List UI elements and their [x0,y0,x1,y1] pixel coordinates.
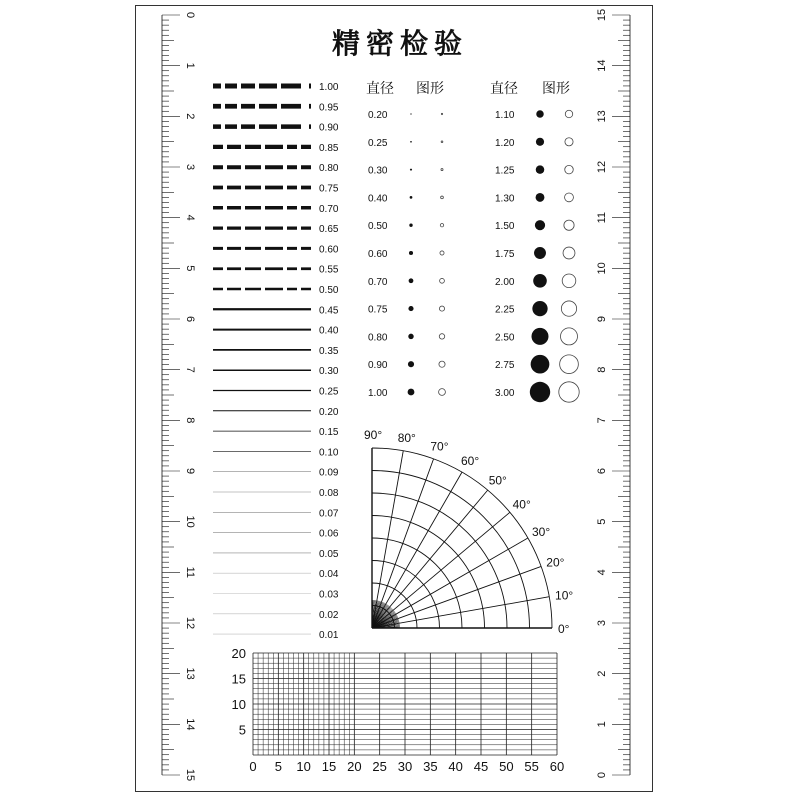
ruler-number: 11 [184,566,196,579]
line-width-label: 0.85 [319,142,339,154]
ruler-number: 6 [184,315,196,323]
grid-x-tick: 25 [372,759,387,774]
ruler-number: 15 [184,768,196,782]
line-width-label: 0.09 [319,467,339,479]
grid-y-tick: 10 [231,697,246,712]
ruler-number: 0 [596,771,608,779]
grid-x-tick: 10 [296,759,311,774]
dot-filled [531,355,550,374]
grid-x-tick: 40 [448,759,463,774]
dot-diameter-label: 0.70 [368,276,388,288]
dot-filled [410,141,412,143]
line-width-label: 0.25 [319,386,339,398]
ruler-number: 12 [596,160,608,174]
dot-diameter-label: 1.50 [495,221,515,233]
ruler-number: 11 [596,211,608,224]
line-width-label: 0.90 [319,122,339,134]
dot-filled [410,113,411,114]
ruler-number: 10 [184,515,196,528]
line-width-label: 0.08 [319,488,339,499]
ruler-number: 5 [596,518,608,525]
grid-y-tick: 5 [238,722,246,738]
protractor-label: 20° [546,555,565,570]
ruler [612,15,630,775]
ruler-number: 13 [596,110,608,123]
line-width-label: 0.40 [319,325,339,337]
ruler-number: 7 [184,366,196,373]
line-width-label: 0.35 [319,345,339,357]
dot-filled [536,138,544,146]
dot-diameter-label: 2.75 [495,360,515,372]
dot-diameter-label: 2.50 [495,332,515,344]
protractor-label: 10° [555,588,574,603]
dot-header-diameter-right: 直径 [490,81,518,97]
line-width-label: 0.10 [319,447,339,459]
line-width-label: 0.45 [319,305,339,317]
dot-outline [565,193,574,202]
dot-outline [439,361,445,367]
dot-filled [408,389,415,396]
grid-x-tick: 60 [549,759,565,774]
dot-header-diameter-left: 直径 [366,81,394,97]
line-width-label: 0.50 [319,285,339,296]
grid-y-tick: 20 [231,646,246,661]
dot-filled [532,328,549,345]
protractor-label: 40° [512,497,531,512]
dot-filled [408,306,413,311]
measurement-grid [253,653,557,755]
dot-filled [409,278,414,283]
grid-x-tick: 5 [274,759,282,774]
dot-filled [534,247,546,259]
dot-filled [536,110,543,117]
dot-outline [562,274,576,288]
dot-outline [440,278,445,283]
line-width-label: 0.95 [319,102,339,114]
ruler-number: 14 [184,718,196,731]
ruler-number: 8 [596,366,608,373]
dot-filled [536,193,545,202]
dot-diameter-label: 0.75 [368,304,388,316]
dot-diameter-label: 1.25 [495,165,515,177]
dot-filled [408,334,413,339]
ruler-number: 14 [596,59,608,72]
protractor-label: 70° [430,439,449,454]
dot-diameter-label: 3.00 [495,388,515,399]
grid-y-tick: 15 [231,671,246,687]
dot-diameter-label: 0.30 [368,165,388,177]
ruler-number: 3 [596,619,608,627]
line-width-label: 1.00 [319,82,339,93]
ruler-number: 4 [596,569,608,576]
protractor-label: 30° [532,525,551,539]
dot-filled [409,251,413,255]
ruler-number: 1 [184,62,196,69]
dot-outline [440,251,444,255]
ruler-number: 2 [596,670,608,677]
dot-diameter-label: 0.90 [368,360,388,372]
line-width-label: 0.55 [319,264,339,276]
dot-filled [410,169,412,171]
line-width-label: 0.20 [319,406,339,418]
dot-outline [441,169,443,171]
dot-header-shape-left: 图形 [416,81,444,97]
ruler-number: 6 [596,467,608,475]
line-width-label: 0.70 [319,203,339,215]
dot-outline [561,301,576,316]
line-width-label: 0.07 [319,508,339,520]
dot-outline [565,138,573,146]
line-width-label: 0.80 [319,163,339,175]
dot-outline [441,141,443,143]
dot-filled [409,224,412,227]
dot-outline [441,196,444,199]
line-width-label: 0.05 [319,548,339,560]
dot-outline [441,113,442,114]
line-width-label: 0.03 [319,589,339,601]
line-width-label: 0.15 [319,427,339,439]
protractor-label: 0° [558,622,570,636]
dot-outline [565,165,574,174]
line-width-label: 0.06 [319,528,339,540]
dot-outline [560,355,579,374]
dot-diameter-label: 1.30 [495,193,515,205]
dot-diameter-label: 1.20 [495,137,515,149]
ruler-number: 7 [596,417,608,424]
dot-filled [535,220,545,230]
dot-outline [564,220,574,230]
dot-outline [439,389,446,396]
dot-filled [533,274,547,288]
dot-filled [408,361,414,367]
ruler-number: 3 [184,163,196,171]
line-width-label: 0.65 [319,224,339,236]
dot-diameter-label: 0.40 [368,193,388,205]
dot-outline [439,306,444,311]
grid-x-tick: 35 [423,759,438,774]
ruler [162,15,180,775]
dot-diameter-label: 0.25 [368,137,388,149]
line-width-label: 0.01 [319,630,339,642]
ruler-number: 5 [184,265,196,272]
protractor [372,448,552,628]
dot-outline [563,247,575,259]
dot-filled [410,196,413,199]
ruler-number: 12 [184,616,196,630]
ruler-number: 13 [184,667,196,680]
dot-outline [561,328,578,345]
grid-x-tick: 45 [473,759,489,774]
grid-x-tick: 20 [347,759,362,774]
ruler-number: 4 [184,214,196,221]
grid-x-tick: 50 [499,759,514,774]
protractor-label: 50° [488,473,507,488]
dot-outline [440,224,443,227]
dot-outline [439,334,444,339]
ruler-number: 10 [596,262,608,275]
page-title: 精密检验 [331,27,468,60]
dot-header-shape-right: 图形 [542,81,570,97]
dot-diameter-label: 0.50 [368,221,388,233]
dot-filled [530,382,550,402]
protractor-label: 80° [397,430,416,445]
grid-x-tick: 55 [524,759,539,774]
dot-diameter-label: 0.20 [368,110,388,121]
dot-diameter-label: 1.75 [495,249,515,260]
line-width-label: 0.02 [319,609,339,621]
dot-diameter-label: 2.00 [495,276,515,288]
dot-diameter-label: 0.80 [368,332,388,344]
dot-diameter-label: 1.00 [368,388,388,399]
line-width-label: 0.04 [319,569,339,581]
dot-outline [559,382,579,402]
line-width-label: 0.75 [319,183,339,195]
grid-x-tick: 30 [397,759,413,774]
ruler-number: 0 [184,11,196,19]
ruler-number: 9 [184,467,196,475]
dot-outline [565,110,572,117]
protractor-label: 60° [461,453,480,468]
grid-x-tick: 0 [249,759,257,774]
dot-diameter-label: 2.25 [495,304,515,316]
grid-x-tick: 15 [321,759,337,774]
ruler-number: 15 [596,8,608,22]
dot-filled [536,165,545,174]
line-width-label: 0.30 [319,366,339,378]
dot-diameter-label: 0.60 [368,249,388,260]
ruler-number: 8 [184,417,196,424]
dot-filled [532,301,547,316]
dot-diameter-label: 1.10 [495,110,515,121]
ruler-number: 2 [184,113,196,120]
protractor-label: 90° [364,428,383,442]
ruler-number: 1 [596,721,608,728]
line-width-label: 0.60 [319,244,339,256]
ruler-number: 9 [596,315,608,323]
